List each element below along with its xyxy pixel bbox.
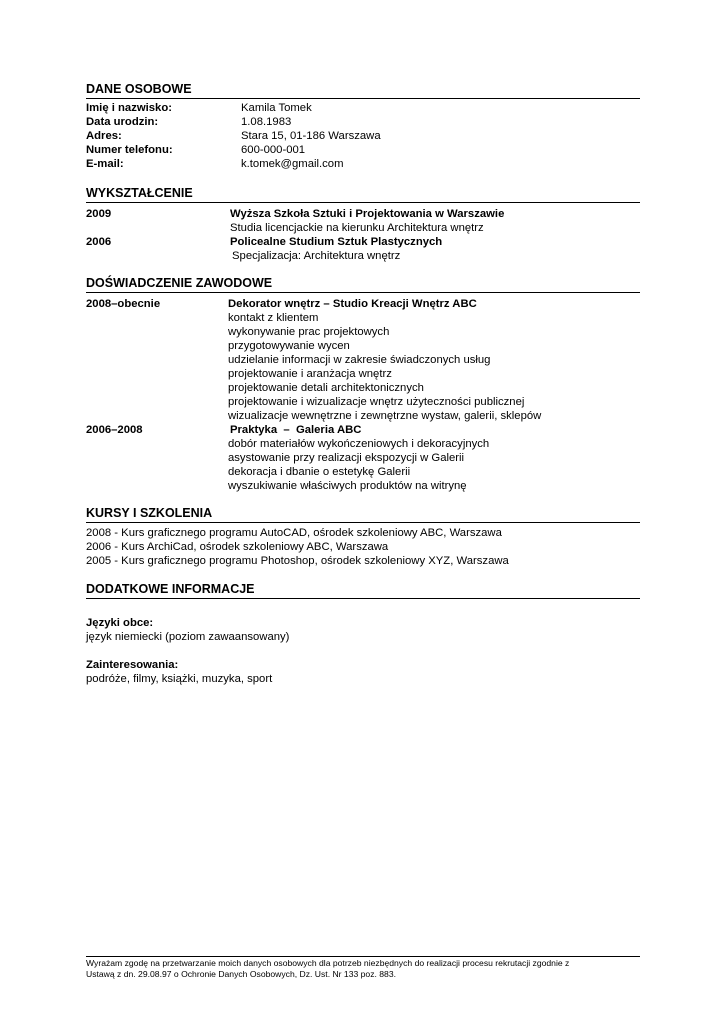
education-year: 2009 bbox=[86, 208, 112, 220]
job-duty: projektowanie detali architektonicznych bbox=[228, 382, 424, 394]
education-detail: Specjalizacja: Architektura wnętrz bbox=[232, 250, 401, 262]
job-duty: udzielanie informacji w zakresie świadczonych usług bbox=[228, 354, 491, 366]
additional-title: DODATKOWE INFORMACJE bbox=[86, 582, 640, 599]
job-duty: przygotowywanie wycen bbox=[228, 340, 350, 352]
personal-row bbox=[86, 157, 640, 171]
education-school: Policealne Studium Sztuk Plastycznych bbox=[230, 236, 443, 248]
additional-section bbox=[86, 582, 640, 686]
personal-row bbox=[86, 143, 640, 157]
course-item: 2005 - Kurs graficznego programu Photoshop, ośrodek szkoleniowy XYZ, Warszawa bbox=[86, 555, 509, 567]
education-detail: Studia licencjackie na kierunku Architektura wnętrz bbox=[230, 222, 484, 234]
job-duties bbox=[86, 437, 640, 493]
education-entry bbox=[86, 207, 640, 221]
job-duty: asystowanie przy realizacji ekspozycji w Galerii bbox=[228, 452, 465, 464]
personal-value: 600-000-001 bbox=[241, 144, 306, 156]
job-duties bbox=[86, 311, 640, 423]
job-position: Dekorator wnętrz – Studio Kreacji Wnętrz ABC bbox=[228, 298, 477, 310]
job-period: 2008–obecnie bbox=[86, 298, 161, 310]
personal-label: Numer telefonu: bbox=[86, 144, 173, 156]
education-school: Wyższa Szkoła Sztuki i Projektowania w Warszawie bbox=[230, 208, 505, 220]
job-duty: kontakt z klientem bbox=[228, 312, 319, 324]
experience-section bbox=[86, 276, 640, 493]
job-position: Praktyka – Galeria ABC bbox=[230, 424, 362, 436]
courses-title: KURSY I SZKOLENIA bbox=[86, 506, 640, 523]
job-header bbox=[86, 297, 640, 311]
job-duty: projektowanie i wizualizacje wnętrz użyteczności publicznej bbox=[228, 396, 525, 408]
languages-value: język niemiecki (poziom zawaansowany) bbox=[86, 631, 290, 643]
job-duty: wizualizacje wewnętrzne i zewnętrzne wystaw, galerii, sklepów bbox=[228, 410, 542, 422]
courses-section bbox=[86, 506, 640, 568]
interests-label: Zainteresowania: bbox=[86, 659, 179, 671]
gdpr-clause-line: Ustawą z dn. 29.08.97 o Ochronie Danych Osobowych, Dz. Ust. Nr 133 poz. 883. bbox=[86, 969, 397, 979]
personal-row bbox=[86, 115, 640, 129]
job-header bbox=[86, 423, 640, 437]
personal-label: Imię i nazwisko: bbox=[86, 102, 173, 114]
job-period: 2006–2008 bbox=[86, 424, 143, 436]
personal-row bbox=[86, 101, 640, 115]
personal-value: Stara 15, 01-186 Warszawa bbox=[241, 130, 381, 142]
education-year: 2006 bbox=[86, 236, 112, 248]
job-duty: projektowanie i aranżacja wnętrz bbox=[228, 368, 392, 380]
gdpr-clause bbox=[86, 956, 640, 980]
education-entry bbox=[86, 235, 640, 249]
personal-value: 1.08.1983 bbox=[241, 116, 292, 128]
languages-label: Języki obce: bbox=[86, 617, 154, 629]
personal-value: Kamila Tomek bbox=[241, 102, 312, 114]
job-duty: dobór materiałów wykończeniowych i dekoracyjnych bbox=[228, 438, 490, 450]
personal-title: DANE OSOBOWE bbox=[86, 82, 640, 99]
gdpr-clause-line: Wyrażam zgodę na przetwarzanie moich danych osobowych dla potrzeb niezbędnych do realizacji procesu rekrutacji zgodnie z bbox=[86, 958, 570, 968]
job-duty: dekoracja i dbanie o estetykę Galerii bbox=[228, 466, 411, 478]
personal-section bbox=[86, 82, 640, 171]
personal-label: Data urodzin: bbox=[86, 116, 159, 128]
personal-row bbox=[86, 129, 640, 143]
personal-label: Adres: bbox=[86, 130, 122, 142]
interests-value: podróże, filmy, książki, muzyka, sport bbox=[86, 673, 273, 685]
experience-title: DOŚWIADCZENIE ZAWODOWE bbox=[86, 276, 640, 293]
personal-label: E-mail: bbox=[86, 158, 124, 170]
job-duty: wykonywanie prac projektowych bbox=[228, 326, 390, 338]
education-section bbox=[86, 186, 640, 263]
course-item: 2006 - Kurs ArchiCad, ośrodek szkoleniowy ABC, Warszawa bbox=[86, 541, 389, 553]
course-item: 2008 - Kurs graficznego programu AutoCAD, ośrodek szkoleniowy ABC, Warszawa bbox=[86, 527, 502, 539]
personal-value: k.tomek@gmail.com bbox=[241, 158, 344, 170]
job-duty: wyszukiwanie właściwych produktów na witrynę bbox=[228, 480, 467, 492]
education-title: WYKSZTAŁCENIE bbox=[86, 186, 640, 203]
